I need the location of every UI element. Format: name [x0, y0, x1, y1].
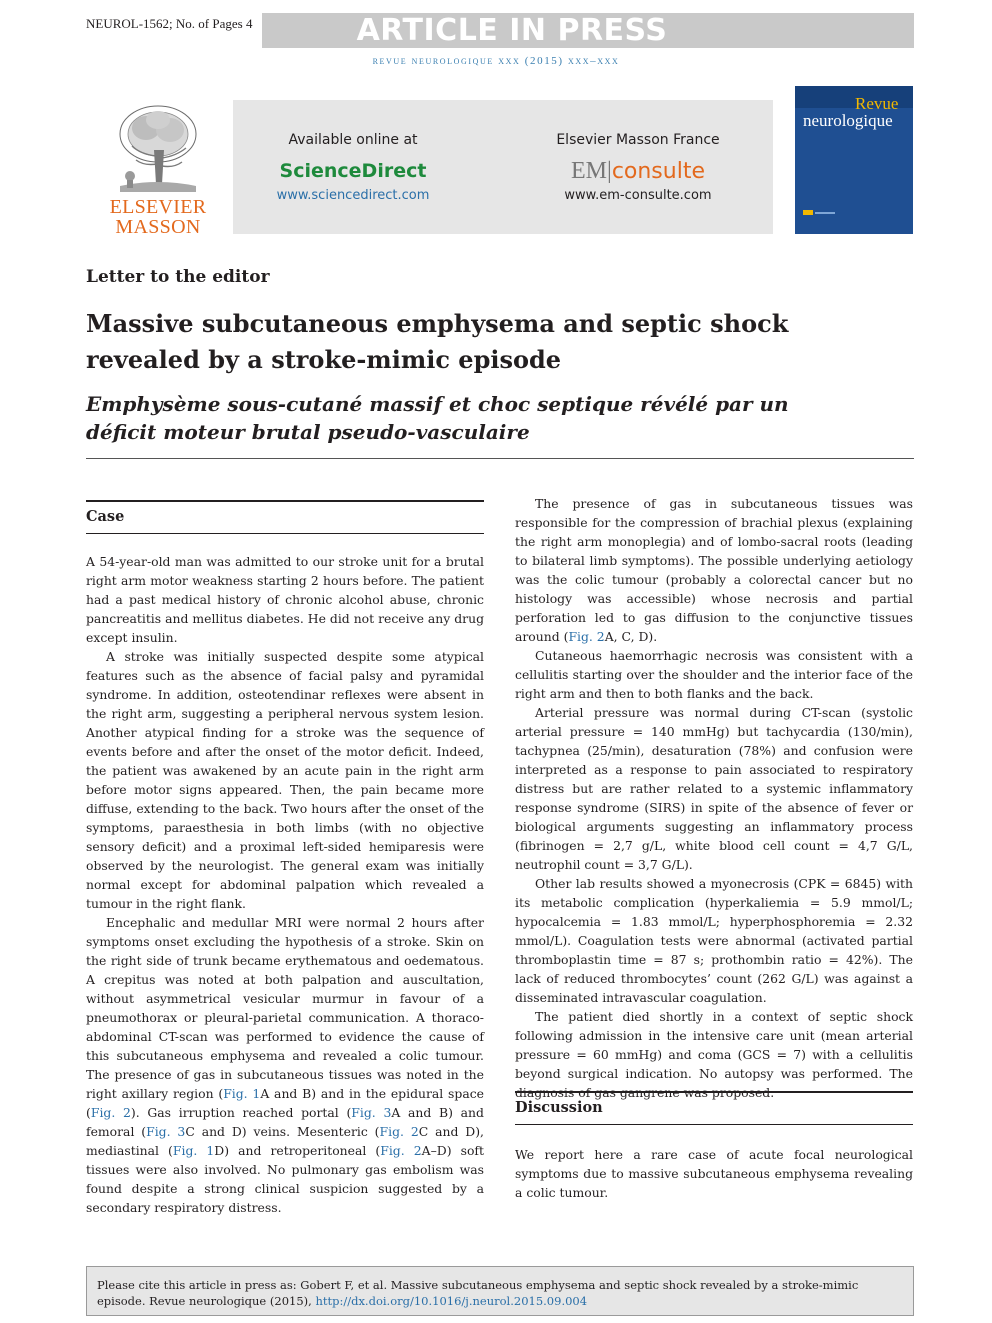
- availability-panel: [233, 100, 773, 234]
- text-run: A, C, D).: [604, 629, 658, 644]
- article-type: Letter to the editor: [86, 267, 270, 287]
- discussion-column: [515, 1145, 913, 1202]
- discussion-rule-bottom: [515, 1124, 913, 1125]
- header-divider: [86, 458, 914, 459]
- doi-link[interactable]: http://dx.doi.org/10.1016/j.neurol.2015.09.004: [315, 1294, 588, 1308]
- figure-link[interactable]: Fig. 2: [568, 629, 605, 644]
- text-run: A–D) soft tissues were also involved. No pulmonary gas embolism was found despite a strong clinical suspicion suggested by a secondary respiratory distress.: [86, 1143, 484, 1215]
- discussion-heading: Discussion: [515, 1099, 603, 1116]
- available-online-label: Available online at: [288, 132, 418, 148]
- case-paragraph-7: Other lab results showed a myonecrosis (CPK = 6845) with its metabolic complication (hyperkaliemia = 5.9 mmol/L; hypocalcemia = 1.83 mmol/L; hyperphosphoremia = 2.32 mmol/L). Coagulation tests were abnormal (activated partial thromboplastin time = 87 s; prothombin ratio = 42%). The lack of reduced thrombocytes’ count (262 G/L) was against a disseminated intravascular coagulation.: [515, 876, 913, 1005]
- case-heading: Case: [86, 508, 125, 525]
- text-run: A and B) and in the epidural space (: [86, 1086, 485, 1120]
- sciencedirect-link[interactable]: www.sciencedirect.com: [276, 188, 430, 203]
- figure-link[interactable]: Fig. 1: [172, 1143, 215, 1158]
- discussion-paragraph-1: We report here a rare case of acute focal neurological symptoms due to massive subcutaneous emphysema revealing a colic tumour.: [515, 1147, 913, 1200]
- elsevier-masson-logo: [106, 100, 210, 238]
- elsevier-masson-france-label: Elsevier Masson France: [556, 132, 720, 148]
- sciencedirect-brand: ScienceDirect: [279, 160, 427, 182]
- text-run: The presence of gas in subcutaneous tissues was responsible for the compression of brachial plexus (explaining the right arm monoplegia) and of lombo-sacral roots (leading to bilateral limb symptoms). The possible underlying aetiology was the colic tumour (probably a colorectal cancer but no histology was accessible) whose necrosis and partial perforation led to gas diffusion to the conjunctive tissues around (: [515, 496, 913, 644]
- text-run: C and D) veins. Mesenteric (: [185, 1124, 380, 1139]
- cover-title-revue: Revue: [855, 94, 899, 113]
- right-column: [515, 494, 913, 1102]
- figure-link[interactable]: Fig. 1: [223, 1086, 261, 1101]
- em-brand-part: EM: [571, 158, 607, 184]
- em-consulte-link[interactable]: www.em-consulte.com: [564, 188, 712, 203]
- cover-decoration-icon: [803, 186, 899, 216]
- case-rule-top: [86, 500, 484, 502]
- article-title-french: Emphysème sous-cutané massif et choc septique révélé par un déficit moteur brutal pseudo-vasculaire: [86, 392, 789, 444]
- em-consulte-brand: EM|consulte: [571, 158, 705, 184]
- figure-link[interactable]: Fig. 2: [90, 1105, 131, 1120]
- discussion-rule-top: [515, 1091, 913, 1093]
- figure-link[interactable]: Fig. 2: [379, 1124, 419, 1139]
- logo-line-elsevier: ELSEVIER: [109, 196, 207, 218]
- text-run: D) and retroperitoneal (: [214, 1143, 381, 1158]
- manuscript-reference: NEUROL-1562; No. of Pages 4: [86, 16, 253, 31]
- case-paragraph-4: [515, 494, 913, 646]
- text-run: ). Gas irruption reached portal (: [130, 1105, 352, 1120]
- article-title: Massive subcutaneous emphysema and septic shock revealed by a stroke-mimic episode: [86, 309, 789, 374]
- left-column: [86, 552, 484, 1217]
- logo-line-masson: MASSON: [115, 216, 201, 238]
- journal-running-head: revue neurologique xxx (2015) xxx–xxx: [372, 55, 620, 67]
- figure-link[interactable]: Fig. 3: [351, 1105, 392, 1120]
- case-paragraph-8: The patient died shortly in a context of septic shock following admission in the intensive care unit (mean arterial pressure = 60 mmHg) and coma (GCS = 7) with a cellulitis beyond surgical indication. No autopsy was performed. The: [515, 1009, 913, 1081]
- text-run: A and B) and femoral (: [86, 1105, 484, 1139]
- article-in-press-label: ARTICLE IN PRESS: [356, 13, 668, 48]
- citation-text: Please cite this article in press as: Gobert F, et al. Massive subcutaneous emphysema and septic shock revealed by a stroke-mimic episode. Revue neurologique (2015),: [97, 1278, 859, 1308]
- journal-cover-thumbnail: [795, 86, 913, 234]
- cover-title-neurologique: neurologique: [803, 111, 893, 130]
- case-paragraph-1: A 54-year-old man was admitted to our stroke unit for a brutal right arm motor weakness starting 2 hours before. The patient had a past medical history of chronic alcohol abuse, chronic pancreatitis and mellitus diabetes. He did not receive any drug except insulin.: [86, 554, 484, 645]
- case-rule-bottom: [86, 533, 484, 534]
- figure-link[interactable]: Fig. 3: [146, 1124, 186, 1139]
- figure-link[interactable]: Fig. 2: [380, 1143, 422, 1158]
- text-run: Encephalic and medullar MRI were normal 2 hours after symptoms onset excluding the hypothesis of a stroke. Skin on the right side of trunk became erythematous and oedematous. A crepitus was noted at both palpation and auscultation, without asymmetrical vesicular murmur in favour of a pneumothorax or pleural-parietal communication. A thoraco-abdominal CT-scan was performed to evidence the cause of this subcutaneous emphysema and revealed a colic tumour. The presence of gas in subcutaneous tissues was noted in the right axillary region (: [86, 915, 484, 1101]
- case-paragraph-6: Arterial pressure was normal during CT-scan (systolic arterial pressure = 140 mmHg) but tachycardia (130/min), tachypnea (25/min), desaturation (78%) and confusion were interpreted as a response to pain associated to respiratory distress but are rather related to a systemic inflammatory response syndrome (SIRS) in spite of the absence of fever or biological arguments suggesting an inflammatory process (fibrinogen = 2,7 g/L, white blood cell count = 4,7 G/L, neutrophil count = 3,7 G/L).: [515, 705, 913, 872]
- elsevier-tree-icon: [110, 100, 206, 196]
- consulte-brand-part: consulte: [611, 159, 705, 184]
- case-paragraph-5: Cutaneous haemorrhagic necrosis was consistent with a cellulitis starting over the shoulder and the interior face of the right arm and then to both flanks and the back.: [515, 648, 913, 701]
- text-run: C and D), mediastinal (: [86, 1124, 484, 1158]
- case-paragraph-3: [86, 913, 484, 1217]
- citation-box: [86, 1266, 914, 1316]
- case-paragraph-2: A stroke was initially suspected despite some atypical features such as the absence of facial palsy and pyramidal syndrome. In addition, osteotendinar reflexes were absent in the right arm, suggesting a peripheral nervous system lesion. Another atypical finding for a stroke was the sequence of events before and after the onset of the motor deficit. Indeed, the patient was awakened by an acute pain in the right arm before motor signs appeared. Then, the pain became more diffuse, extending to the back. Two hours after the onset of the symptoms, paraesthesia in both limbs (with no objective sensory deficit) and a proximal left-sided hemiparesis were observed by the neurologist. The general exam was initially normal except for abdominal palpation which revealed a tumour in the right flank.: [86, 649, 484, 911]
